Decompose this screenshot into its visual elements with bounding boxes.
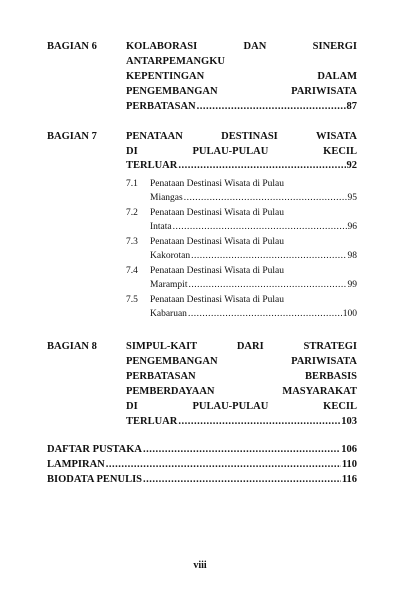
- leader-dots: [143, 444, 340, 455]
- part-6-page: 87: [346, 101, 357, 112]
- subsection-title-line-2: Kabaruan: [150, 309, 187, 319]
- part-8-title-line-5: DI PULAU-PULAU KECIL: [126, 401, 357, 412]
- subsection-title-line-2: Intata: [150, 222, 172, 232]
- leader-dots: [197, 101, 346, 112]
- subsection-entry[interactable]: [150, 193, 357, 203]
- back-matter-page: 110: [341, 459, 357, 470]
- part-6-title-line-5: PERBATASAN: [126, 101, 196, 112]
- back-matter-page: 116: [341, 474, 357, 485]
- part-6-title-line-4: PENGEMBANGAN PARIWISATA: [126, 86, 357, 97]
- part-7-entry[interactable]: [126, 160, 357, 171]
- page-number: viii: [193, 560, 207, 571]
- subsection-entry[interactable]: [150, 280, 357, 290]
- back-matter-entry-references[interactable]: [47, 444, 357, 455]
- subsection-page: 98: [347, 251, 357, 261]
- back-matter-entry-appendix[interactable]: [47, 459, 357, 470]
- subsection-page: 96: [347, 222, 357, 232]
- leader-dots: [184, 193, 347, 203]
- subsection-title-line-1[interactable]: Penataan Destinasi Wisata di Pulau: [150, 266, 284, 276]
- part-8-title-line-4: PEMBERDAYAAN MASYARAKAT: [126, 386, 357, 397]
- subsection-number: 7.3: [126, 237, 138, 247]
- leader-dots: [106, 459, 341, 470]
- part-7-page: 92: [346, 160, 357, 171]
- subsection-title-line-1[interactable]: Penataan Destinasi Wisata di Pulau: [150, 179, 284, 189]
- subsection-number: 7.4: [126, 266, 138, 276]
- part-6-title-line-2: ANTARPEMANGKU: [126, 56, 225, 67]
- part-6-title-line-3: KEPENTINGAN DALAM: [126, 71, 357, 82]
- subsection-title-line-1[interactable]: Penataan Destinasi Wisata di Pulau: [150, 237, 284, 247]
- part-7-label: BAGIAN 7: [47, 131, 97, 142]
- back-matter-label: DAFTAR PUSTAKA: [47, 444, 142, 455]
- part-6-entry[interactable]: [126, 101, 357, 112]
- subsection-number: 7.5: [126, 295, 138, 305]
- leader-dots: [143, 474, 341, 485]
- part-8-label: BAGIAN 8: [47, 341, 97, 352]
- back-matter-entry-author-bio[interactable]: [47, 474, 357, 485]
- subsection-entry[interactable]: [150, 309, 357, 319]
- leader-dots: [191, 251, 346, 261]
- back-matter-label: BIODATA PENULIS: [47, 474, 143, 485]
- part-7-title-line-1: PENATAAN DESTINASI WISATA: [126, 131, 357, 142]
- subsection-page: 95: [347, 193, 357, 203]
- subsection-page: 100: [342, 309, 357, 319]
- part-8-entry[interactable]: [126, 416, 357, 427]
- part-7-title-line-2: DI PULAU-PULAU KECIL: [126, 146, 357, 157]
- leader-dots: [178, 416, 340, 427]
- part-8-page: 103: [341, 416, 357, 427]
- subsection-title-line-2: Marampit: [150, 280, 188, 290]
- part-8-title-line-6: TERLUAR: [126, 416, 178, 427]
- leader-dots: [178, 160, 345, 171]
- part-7-title-line-3: TERLUAR: [126, 160, 178, 171]
- subsection-page: 99: [347, 280, 357, 290]
- subsection-title-line-2: Miangas: [150, 193, 183, 203]
- subsection-title-line-1[interactable]: Penataan Destinasi Wisata di Pulau: [150, 208, 284, 218]
- back-matter-label: LAMPIRAN: [47, 459, 105, 470]
- subsection-number: 7.1: [126, 179, 138, 189]
- subsection-title-line-1[interactable]: Penataan Destinasi Wisata di Pulau: [150, 295, 284, 305]
- part-8-title-line-2: PENGEMBANGAN PARIWISATA: [126, 356, 357, 367]
- back-matter-page: 106: [341, 444, 357, 455]
- part-8-title-line-3: PERBATASAN BERBASIS: [126, 371, 357, 382]
- part-6-title-line-1: KOLABORASI DAN SINERGI: [126, 41, 357, 52]
- subsection-entry[interactable]: [150, 222, 357, 232]
- subsection-title-line-2: Kakorotan: [150, 251, 191, 261]
- subsection-number: 7.2: [126, 208, 138, 218]
- leader-dots: [188, 309, 342, 319]
- part-6-label: BAGIAN 6: [47, 41, 97, 52]
- leader-dots: [188, 280, 346, 290]
- leader-dots: [173, 222, 347, 232]
- subsection-entry[interactable]: [150, 251, 357, 261]
- part-7-subsections: [0, 179, 400, 329]
- part-8-title-line-1: SIMPUL-KAIT DARI STRATEGI: [126, 341, 357, 352]
